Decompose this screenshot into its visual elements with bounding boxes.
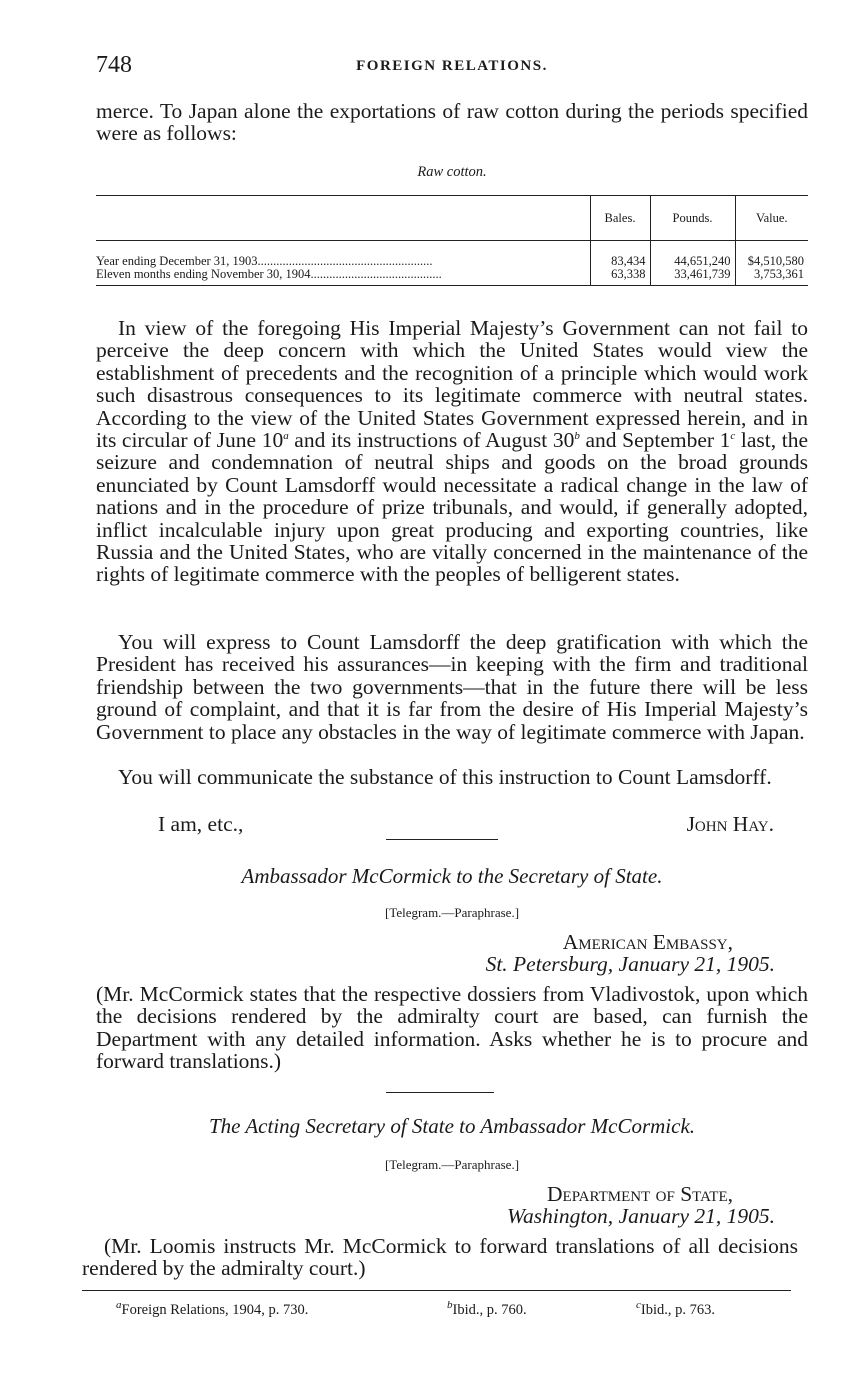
value-cell: $4,510,580 xyxy=(735,241,808,269)
footnote: $^c$Ibid., p. 763. xyxy=(636,1299,715,1318)
column-header: Bales. xyxy=(590,196,650,241)
table-caption: Raw cotton. xyxy=(417,164,487,180)
dateline xyxy=(507,1183,775,1228)
intro-paragraph: merce. To Japan alone the exportations of raw cotton during the periods specified were as follows: xyxy=(96,99,808,146)
section-body: (Mr. Loomis instructs Mr. McCormick to forward translations of all decisions rendered by the admiralty court.) xyxy=(82,1234,798,1281)
footnote-rule xyxy=(82,1290,791,1291)
footnote-ref-a: a xyxy=(283,429,289,442)
row-label: Eleven months ending November 30, 1904.......................................... xyxy=(96,268,590,286)
table-row xyxy=(96,268,808,286)
closing-text: I am, etc., xyxy=(158,812,244,836)
column-header: Value. xyxy=(735,196,808,241)
place-line: American Embassy, xyxy=(562,930,733,954)
place-line: Department of State, xyxy=(547,1182,733,1206)
bales-cell: 83,434 xyxy=(590,241,650,269)
section-heading: The Acting Secretary of State to Ambassador McCormick. xyxy=(208,1114,696,1138)
body-paragraph-3: You will communicate the substance of this instruction to Count Lamsdorff. xyxy=(118,765,772,789)
section-divider xyxy=(386,1092,494,1093)
column-header: Pounds. xyxy=(650,196,735,241)
bales-cell: 63,338 xyxy=(590,268,650,286)
body-paragraph-2: You will express to Count Lamsdorff the deep gratification with which the President has received his assurances—in keeping with the firm and traditional friendship between the two governments—that in the future there will be less ground of complaint, and that it is far from the desire of His Imperial Majesty’s Government to place any obstacles in the way of legitimate commerce with Japan. xyxy=(96,630,808,744)
date-line: St. Petersburg, January 21, 1905. xyxy=(485,952,775,977)
footnote-ref-c: c xyxy=(730,429,736,442)
running-title: FOREIGN RELATIONS. xyxy=(356,58,548,74)
date-line: Washington, January 21, 1905. xyxy=(507,1204,775,1229)
signature: John Hay. xyxy=(686,812,774,836)
pounds-cell: 33,461,739 xyxy=(650,268,735,286)
raw-cotton-table xyxy=(96,195,808,286)
page-header xyxy=(96,52,808,82)
column-header xyxy=(96,196,590,241)
closing-block xyxy=(96,813,808,837)
pounds-cell: 44,651,240 xyxy=(650,241,735,269)
dateline xyxy=(486,931,775,976)
footnote-ref-b: b xyxy=(574,429,580,442)
page-number: 748 xyxy=(96,52,132,78)
body-paragraph-1: In view of the foregoing His Imperial Majesty’s Government can not fail to perceive the deep concern with which the United States would view the establishment of precedents and the recognition of a principle which would work such disastrous consequences to its legitimate commerce with neutral states. According to the view of the United States Government expressed herein, and in its circular of June 10$^a$ and its instructions of August 30$^b$ and September 1$^c$ last, the seizure and condemnation of neutral ships and goods on the broad grounds enunciated by Count Lamsdorff would necessitate a radical change in the law of nations and in the procedure of prize tribunals, and would, if generally adopted, inflict incalculable injury upon great producing and exporting countries, like Russia and the United States, who are vitally concerned in the maintenance of the rights of legitimate commerce with the peoples of belligerent states. xyxy=(96,316,809,587)
section-heading: Ambassador McCormick to the Secretary of State. xyxy=(241,864,663,888)
footnote: $^a$Foreign Relations, 1904, p. 730. xyxy=(116,1299,309,1318)
value-cell: 3,753,361 xyxy=(735,268,808,286)
telegram-note: [Telegram.—Paraphrase.] xyxy=(384,905,520,920)
table-header-row xyxy=(96,196,808,241)
section-divider xyxy=(386,839,498,840)
footnote: $^b$Ibid., p. 760. xyxy=(447,1299,527,1318)
section-body: (Mr. McCormick states that the respective dossiers from Vladivostok, upon which the decisions rendered by the admiralty court are based, can furnish the Department with any detailed information. Asks whether he is to procure and forward translations.) xyxy=(96,982,808,1074)
telegram-note: [Telegram.—Paraphrase.] xyxy=(384,1157,520,1172)
row-label: Year ending December 31, 1903........................................................ xyxy=(96,254,433,268)
table-row xyxy=(96,241,808,269)
